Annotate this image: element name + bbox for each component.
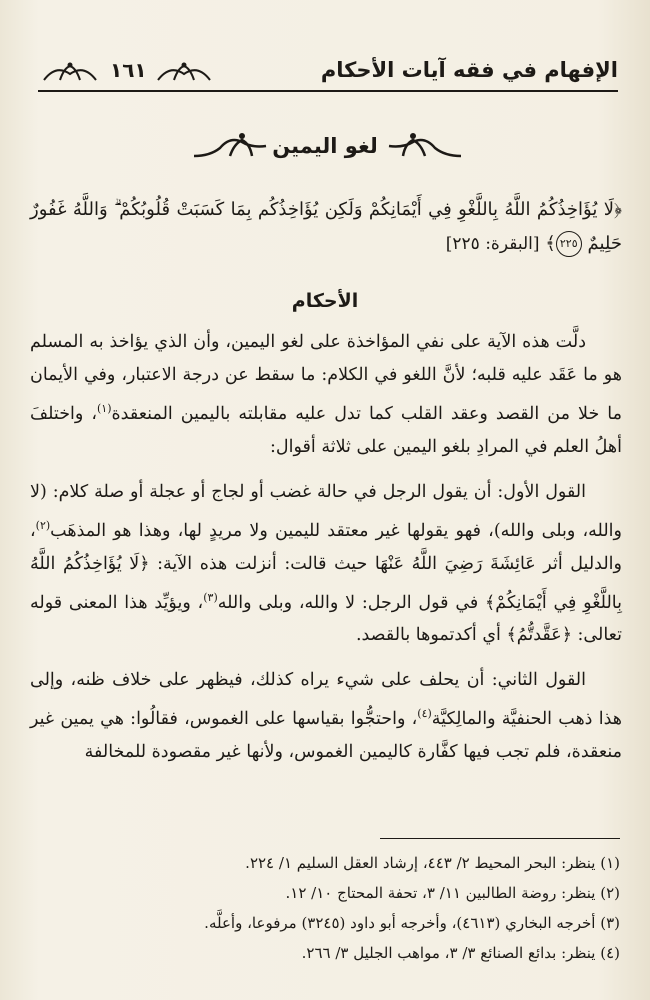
- footnote-marker[interactable]: (٣): [203, 590, 218, 604]
- verse-text: ﴿لَا يُؤَاخِذُكُمُ اللَّهُ بِاللَّغْوِ فِي أَيْمَانِكُمْ وَلَكِن يُؤَاخِذُكُم بِمَا كَسَبَتْ قُلُوبُكُمْ ۗ وَاللَّهُ غَفُورٌ حَلِيمٌ: [30, 199, 622, 254]
- paragraph-text: ، واحتجُّوا بقياسها على الغموس، فقالُوا: هي يمين غير منعقدة، فلم تجب فيها كفَّارة كاليمين الغموس، ولأنها غير مقصودة للمخالفة: [30, 709, 622, 763]
- page-number: ١٦١: [110, 58, 147, 82]
- footnote-marker[interactable]: (٤): [417, 707, 432, 721]
- footnote-item: (٤) ينظر: بدائع الصنائع ٣/ ٣، مواهب الجليل ٣/ ٢٦٦.: [301, 944, 620, 962]
- paragraph: [30, 664, 622, 769]
- paragraph-text: ، ويؤيِّد هذا المعنى قوله تعالى: ﴿عَقَّدتُّمُ﴾ أي أكدتموها بالقصد.: [30, 592, 622, 646]
- paragraph: [30, 326, 622, 464]
- footnote-marker[interactable]: (٢): [35, 518, 51, 532]
- paragraph-text: ، واختلفَ أهلُ العلم في المرادِ بلغو اليمين على ثلاثة أقوال:: [30, 403, 622, 457]
- section-title: لغو اليمين: [272, 134, 378, 158]
- subheading-rulings: الأحكام: [291, 290, 359, 312]
- floral-ornament-icon: [156, 60, 212, 84]
- footnote-item: (١) ينظر: البحر المحيط ٢/ ٤٤٣، إرشاد العقل السليم ١/ ٢٢٤.: [245, 854, 620, 872]
- section-heading: [0, 128, 650, 168]
- header-rule: [38, 90, 618, 92]
- ayah-number-badge: ٢٢٥: [556, 231, 582, 257]
- body-text: [30, 326, 622, 769]
- floral-ornament-icon: [42, 60, 98, 84]
- footnote-separator: [380, 838, 620, 839]
- verse-reference: [البقرة: ٢٢٥]: [445, 234, 540, 254]
- paragraph-text: ، والدليل أثر عَائِشَةَ رَضِيَ اللَّهُ عَنْهَا حيث قالت: أنزلت هذه الآية: ﴿لَا يُؤَاخِذُكُمُ اللَّهُ بِاللَّغْوِ فِي أَيْمَانِكُمْ﴾ في قول الرجل: لا والله، وبلى والله: [30, 520, 622, 613]
- paragraph-text: القول الأول: أن يقول الرجل في حالة غضب أو لجاج أو عجلة أو صلة كلام: (لا والله، وبلى والله)، فهو يقولها غير معتقد لليمين ولا مريدٍ لها، وهذا هو المذهَب: [30, 481, 622, 541]
- quran-verse: [30, 193, 622, 261]
- footnotes: [60, 848, 620, 968]
- footnote-item: (٣) أخرجه البخاري (٤٦١٣)، وأخرجه أبو داود (٣٢٤٥) مرفوعا، وأعلَّه.: [204, 914, 620, 932]
- running-header: [38, 52, 618, 92]
- floral-ornament-icon: [385, 130, 465, 164]
- verse-close-bracket: ﴾: [545, 233, 556, 254]
- book-title: الإفهام في فقه آيات الأحكام: [320, 58, 618, 82]
- footnote-item: (٢) ينظر: روضة الطالبين ١١/ ٣، تحفة المحتاج ١٠/ ١٢.: [285, 884, 620, 902]
- paragraph-text: دلَّت هذه الآية على نفي المؤاخذة على لغو اليمين، وأن الذي يؤاخذ به المسلم هو ما عَقَد عليه قلبه؛ لأنَّ اللغو في الكلام: ما سقط عن درجة الاعتبار، وفي الأيمان ما خلا من القصد وعقد القلب كما تدل عليه مقابلته باليمين المنعقدة: [30, 332, 622, 424]
- paragraph: [30, 476, 622, 653]
- paragraph-text: القول الثاني: أن يحلف على شيء يراه كذلك، فيظهر على خلاف ظنه، وإلى هذا ذهب الحنفيَّة والمالِكيَّة: [30, 670, 622, 730]
- footnote-marker[interactable]: (١): [97, 402, 112, 415]
